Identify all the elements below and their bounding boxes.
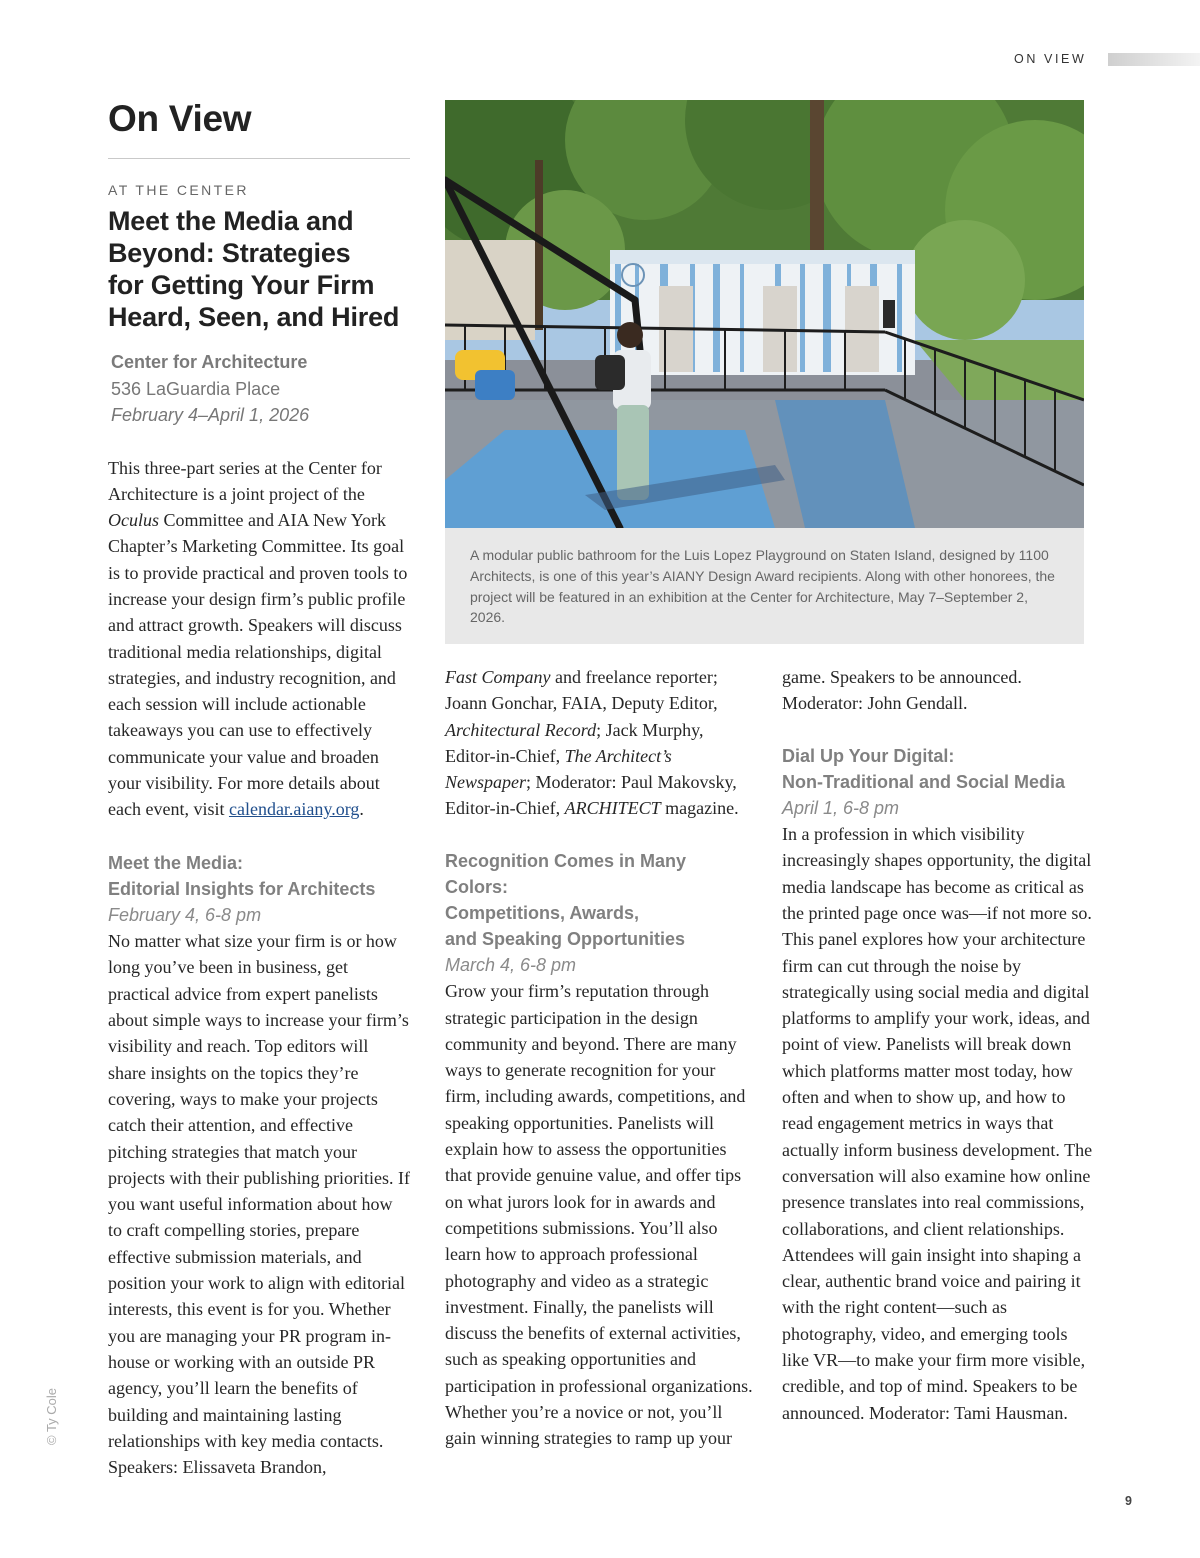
- event-title-line: and Speaking Opportunities: [445, 928, 686, 949]
- body-text: ; Jack Murphy, Editor-in-Chief,: [445, 719, 704, 766]
- publication-name: Fast Company: [445, 667, 551, 687]
- calendar-link[interactable]: calendar.aiany.org: [228, 799, 360, 820]
- left-column: [108, 96, 410, 1480]
- running-head: ON VIEW: [1014, 52, 1087, 66]
- event-body-continued: game. Speakers to be announced. Moderator: John Gendall.: [782, 667, 1022, 714]
- intro-text: This three-part series at the Center for Architecture is a joint project of the: [108, 457, 382, 504]
- event-title: [782, 743, 1094, 795]
- right-column: [782, 664, 1094, 1426]
- event-title-line: Dial Up Your Digital:: [782, 745, 955, 766]
- event-title: [445, 848, 753, 952]
- body-text: and freelance reporter; Joann Gonchar, FAIA, Deputy Editor,: [445, 667, 718, 714]
- publication-name: ARCHITECT: [564, 798, 661, 819]
- intro-text: Committee and AIA New York Chapter’s Marketing Committee. Its goal is to provide practical and proven tools to increase your design firm’s public profile and attract growth. Speakers will discuss traditional media relationships, digital strategies, and industry recognition, and each session will include actionable takeaways you can use to effectively communicate your value and broaden your visibility. For more details about each event, visit: [108, 510, 408, 820]
- playground-photo: [445, 100, 1084, 528]
- running-head-bar: [1108, 53, 1200, 66]
- event-date: February 4, 6-8 pm: [108, 904, 262, 925]
- event-title-line: Meet the Media:: [108, 852, 244, 873]
- photo-illustration: [445, 100, 1084, 528]
- headline-line: for Getting Your Firm: [108, 270, 375, 300]
- event-body-continued: [445, 664, 753, 822]
- headline-line: Meet the Media and: [108, 206, 354, 236]
- event-recognition: [445, 848, 753, 1452]
- publication-name: The Architect’s Newspaper: [445, 745, 672, 793]
- section-title: On View: [108, 98, 252, 139]
- event-meet-the-media: [108, 850, 410, 1481]
- photo-caption-box: [445, 528, 1084, 644]
- photo-caption: A modular public bathroom for the Luis Lopez Playground on Staten Island, designed by 1100 Architects, is one of this year’s AIANY Design Award recipients. Along with other honorees, the project will be featured in an exhibition at the Center for Architecture, May 7–September 2, 2026.: [470, 547, 1055, 626]
- event-dial-up-digital: [782, 743, 1094, 1426]
- kicker: AT THE CENTER: [108, 182, 249, 198]
- event-title-line: Recognition Comes in Many Colors:: [445, 850, 687, 897]
- venue-address: 536 LaGuardia Place: [111, 378, 281, 399]
- event-title-line: Competitions, Awards,: [445, 902, 640, 923]
- article-headline: [108, 205, 410, 333]
- body-text: ; Moderator: Paul Makovsky, Editor-in-Chief,: [445, 772, 737, 819]
- title-rule: [108, 158, 410, 159]
- oculus-italic: Oculus: [108, 510, 159, 531]
- middle-column: [445, 664, 753, 1452]
- event-date: March 4, 6-8 pm: [445, 954, 577, 975]
- body-text: magazine.: [660, 798, 739, 819]
- publication-name: Architectural Record: [445, 719, 597, 740]
- page-number: 9: [1125, 1494, 1132, 1508]
- venue-info: [111, 349, 410, 429]
- intro-paragraph: [108, 455, 410, 823]
- headline-line: Heard, Seen, and Hired: [108, 302, 400, 332]
- event-date: April 1, 6-8 pm: [782, 797, 900, 818]
- event-body: Grow your firm’s reputation through strategic participation in the design community and beyond. There are many ways to generate recognition for your firm, including awards, competitions, and speaking opportunities. Panelists will explain how to assess the opportunities that provide genuine value, and offer tips on what jurors look for in awards and competitions submissions. You’ll also learn how to approach professional photography and video as a strategic investment. Finally, the panelists will discuss the benefits of external activities, such as speaking opportunities and participation in professional organizations. Whether you’re a novice or not, you’ll gain winning strategies to ramp up your: [445, 981, 753, 1449]
- event-title-line: Non-Traditional and Social Media: [782, 771, 1066, 792]
- venue-dates: February 4–April 1, 2026: [111, 405, 310, 425]
- headline-line: Beyond: Strategies: [108, 238, 351, 268]
- venue-name: Center for Architecture: [111, 352, 308, 372]
- event-title: [108, 850, 410, 902]
- intro-text: .: [359, 799, 364, 820]
- event-body: No matter what size your firm is or how long you’ve been in business, get practical advice from expert panelists about simple ways to increase your firm’s visibility and reach. Top editors will share insights on the topics they’re covering, ways to make your projects catch their attention, and effective pitching strategies that match your projects with their publishing priorities. If you want useful information about how to craft compelling stories, prepare effective submission materials, and position your work to align with editorial interests, this event is for you. Whether you are managing your PR program in-house or working with an outside PR agency, you’ll learn the benefits of building and maintaining lasting relationships with key media contacts. Speakers: Elissaveta Brandon,: [108, 931, 410, 1478]
- event-title-line: Editorial Insights for Architects: [108, 878, 376, 899]
- event-body: In a profession in which visibility increasingly shapes opportunity, the digital media landscape has become as critical as the printed page once was—if not more so. This panel explores how your architecture firm can cut through the noise by strategically using social media and digital platforms to amplify your work, ideas, and point of view. Panelists will break down which platforms matter most today, how often and when to show up, and how to read engagement metrics in ways that actually inform business development. The conversation will also examine how online presence translates into real commissions, collaborations, and client relationships. Attendees will gain insight into shaping a clear, authentic brand voice and pairing it with the right content—such as photography, video, and emerging tools like VR—to make your firm more visible, credible, and top of mind. Speakers to be announced. Moderator: Tami Hausman.: [782, 824, 1093, 1423]
- photo-credit: © Ty Cole: [44, 1387, 59, 1445]
